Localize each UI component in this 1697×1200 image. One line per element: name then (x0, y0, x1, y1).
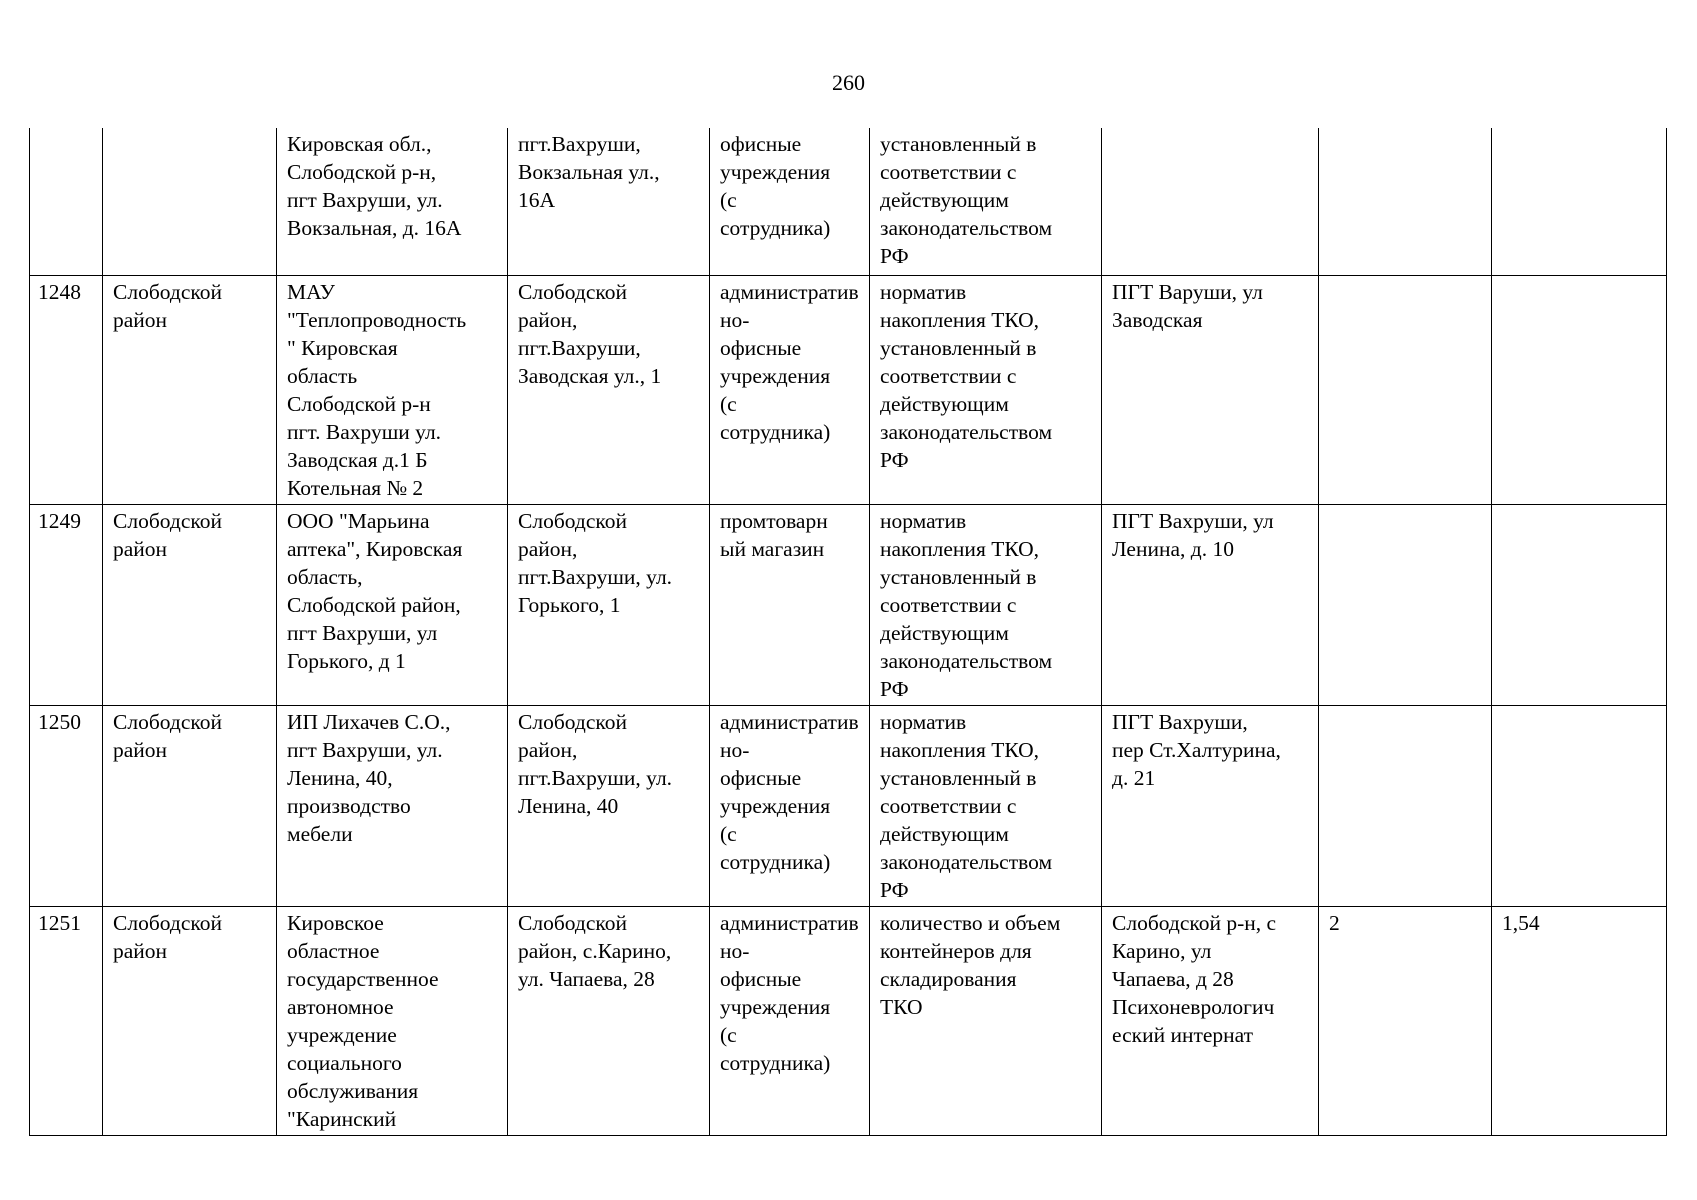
cell-object-type: административ но- офисные учреждения (с сотрудника) (710, 275, 870, 504)
cell-district: Слободской район (103, 504, 277, 705)
cell-object-address: Слободской район, с.Карино, ул. Чапаева, 28 (508, 906, 710, 1135)
cell-container-count (1319, 128, 1492, 275)
cell-object-address: Слободской район, пгт.Вахруши, ул. Горького, 1 (508, 504, 710, 705)
cell-object-type: административ но- офисные учреждения (с сотрудника) (710, 705, 870, 906)
table-row (30, 705, 1667, 906)
cell-organization: Кировское областное государственное автономное учреждение социального обслуживания "Каринский (277, 906, 508, 1135)
records-table (29, 128, 1667, 1136)
cell-district: Слободской район (103, 906, 277, 1135)
cell-object-type: офисные учреждения (с сотрудника) (710, 128, 870, 275)
cell-container-count: 2 (1319, 906, 1492, 1135)
table-row (30, 275, 1667, 504)
cell-object-type: промтоварн ый магазин (710, 504, 870, 705)
cell-container-site (1102, 128, 1319, 275)
cell-container-count (1319, 504, 1492, 705)
cell-accrual-basis: установленный в соответствии с действующим законодательством РФ (870, 128, 1102, 275)
cell-object-type: административ но- офисные учреждения (с сотрудника) (710, 906, 870, 1135)
cell-record-number (30, 128, 103, 275)
cell-district: Слободской район (103, 275, 277, 504)
cell-container-count (1319, 275, 1492, 504)
cell-record-number: 1249 (30, 504, 103, 705)
cell-container-site: ПГТ Вахруши, пер Ст.Халтурина, д. 21 (1102, 705, 1319, 906)
cell-object-address: пгт.Вахруши, Вокзальная ул., 16А (508, 128, 710, 275)
cell-accrual-basis: норматив накопления ТКО, установленный в соответствии с действующим законодательством РФ (870, 705, 1102, 906)
cell-container-volume (1492, 128, 1667, 275)
cell-organization: ИП Лихачев С.О., пгт Вахруши, ул. Ленина, 40, производство мебели (277, 705, 508, 906)
cell-organization: МАУ "Теплопроводность " Кировская область Слободской р-н пгт. Вахруши ул. Заводская д.1 Б Котельная № 2 (277, 275, 508, 504)
cell-object-address: Слободской район, пгт.Вахруши, Заводская ул., 1 (508, 275, 710, 504)
cell-accrual-basis: норматив накопления ТКО, установленный в соответствии с действующим законодательством РФ (870, 275, 1102, 504)
cell-container-volume (1492, 504, 1667, 705)
cell-accrual-basis: норматив накопления ТКО, установленный в соответствии с действующим законодательством РФ (870, 504, 1102, 705)
cell-record-number: 1248 (30, 275, 103, 504)
cell-organization: ООО "Марьина аптека", Кировская область, Слободской район, пгт Вахруши, ул Горького, д 1 (277, 504, 508, 705)
cell-container-site: ПГТ Варуши, ул Заводская (1102, 275, 1319, 504)
cell-container-site: ПГТ Вахруши, ул Ленина, д. 10 (1102, 504, 1319, 705)
page-number: 260 (832, 70, 865, 95)
cell-container-site: Слободской р-н, с Карино, ул Чапаева, д 28 Психоневрологич еский интернат (1102, 906, 1319, 1135)
cell-district: Слободской район (103, 705, 277, 906)
cell-accrual-basis: количество и объем контейнеров для складирования ТКО (870, 906, 1102, 1135)
cell-organization: Кировская обл., Слободской р-н, пгт Вахруши, ул. Вокзальная, д. 16А (277, 128, 508, 275)
cell-container-volume: 1,54 (1492, 906, 1667, 1135)
cell-container-volume (1492, 275, 1667, 504)
cell-container-count (1319, 705, 1492, 906)
table-row (30, 504, 1667, 705)
cell-container-volume (1492, 705, 1667, 906)
cell-record-number: 1250 (30, 705, 103, 906)
cell-district (103, 128, 277, 275)
cell-record-number: 1251 (30, 906, 103, 1135)
table-row (30, 128, 1667, 275)
table-row (30, 906, 1667, 1135)
cell-object-address: Слободской район, пгт.Вахруши, ул. Ленина, 40 (508, 705, 710, 906)
